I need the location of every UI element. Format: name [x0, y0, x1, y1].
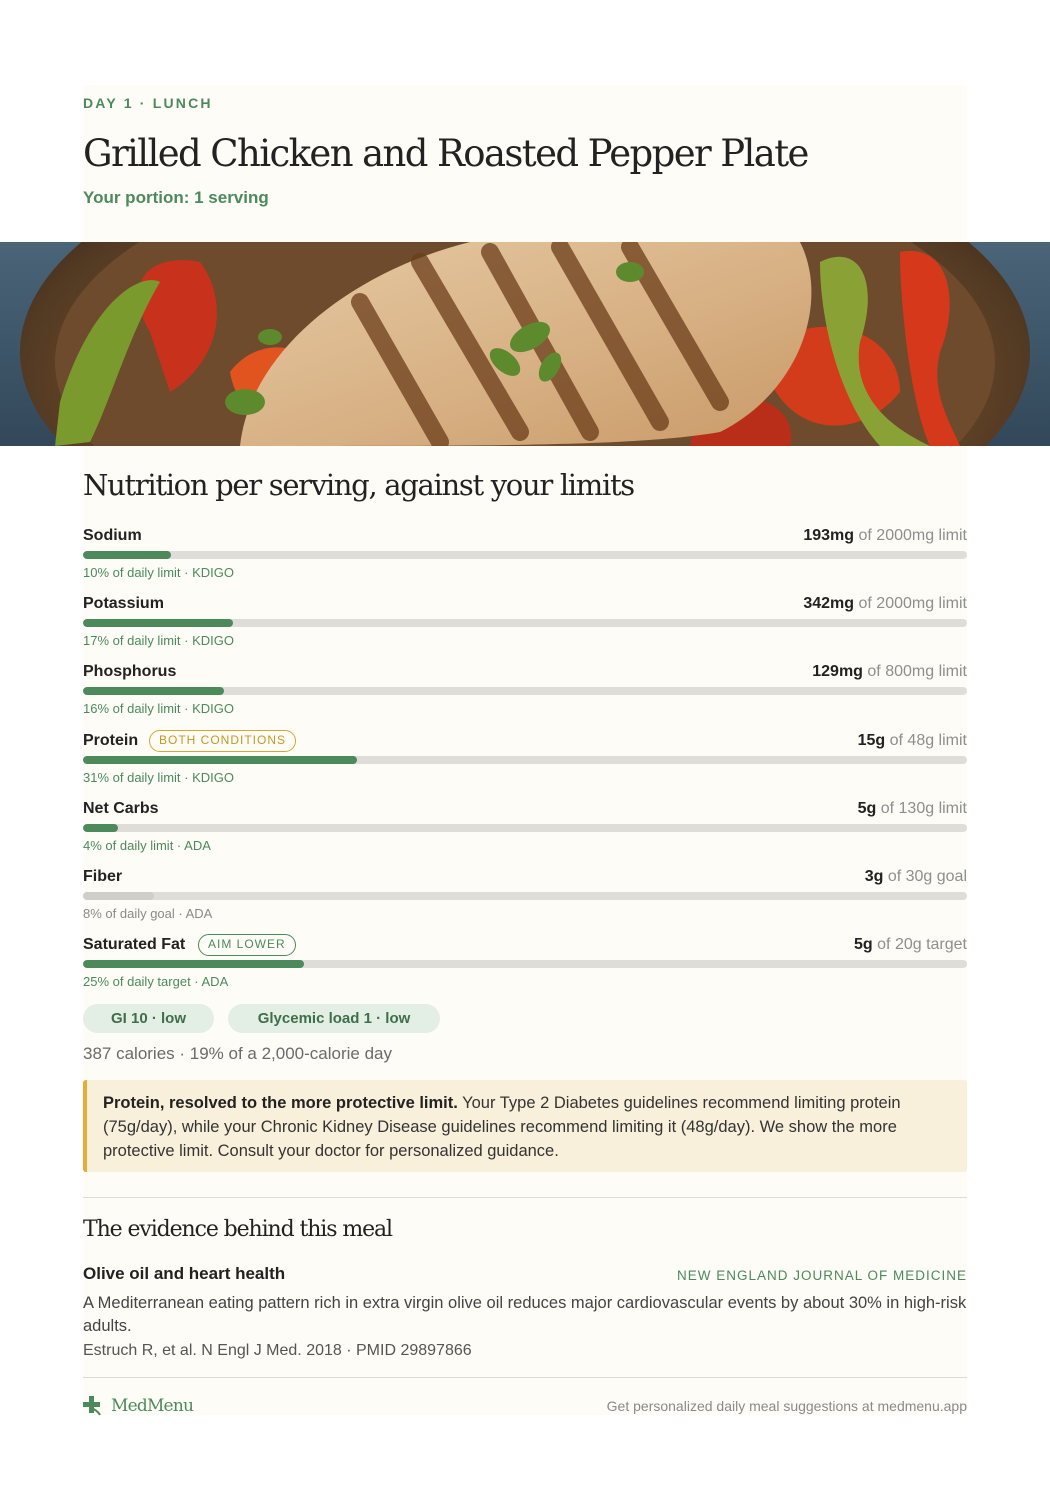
- progress-fill: [83, 892, 154, 900]
- nutrient-row-net-carbs: [83, 800, 967, 862]
- nutrient-header: [83, 800, 967, 822]
- progress-track: [83, 551, 967, 559]
- nutrient-percent-note: 16% of daily limit · KDIGO: [83, 701, 234, 716]
- nutrient-header: [83, 595, 967, 617]
- evidence-citation: Estruch R, et al. N Engl J Med. 2018 · PMID 29897866: [83, 1342, 472, 1359]
- progress-track: [83, 960, 967, 968]
- progress-track: [83, 824, 967, 832]
- nutrient-row-protein: [83, 732, 967, 794]
- glycemic-load-pill: Glycemic load 1 · low: [228, 1004, 440, 1033]
- nutrient-name: Potassium: [83, 595, 164, 612]
- progress-fill: [83, 824, 118, 832]
- nutrient-amount: 342mg: [803, 595, 855, 612]
- nutrient-limit: of 130g limit: [880, 800, 967, 817]
- nutrient-limit: of 30g goal: [887, 868, 967, 885]
- nutrient-limit: of 48g limit: [889, 732, 967, 749]
- nutrient-percent-note: 31% of daily limit · KDIGO: [83, 770, 234, 785]
- gi-pill: GI 10 · low: [83, 1004, 214, 1033]
- nutrient-row-saturated-fat: [83, 936, 967, 998]
- protein-callout: [83, 1080, 967, 1172]
- nutrient-row-potassium: [83, 595, 967, 657]
- callout-text: Your Type 2 Diabetes guidelines recommend limiting protein (75g/day), while your Chronic Kidney Disease guidelines recommend limiting it (48g/day). We show the more protective limit. Consult your doctor for personalized guidance.: [103, 1094, 901, 1160]
- nutrient-value: [858, 800, 967, 818]
- nutrient-name: Fiber: [83, 868, 123, 885]
- nutrient-header: [83, 732, 967, 754]
- nutrient-name: Net Carbs: [83, 800, 159, 817]
- nutrient-row-sodium: [83, 527, 967, 589]
- progress-fill: [83, 687, 224, 695]
- meal-title: Grilled Chicken and Roasted Pepper Plate: [83, 132, 808, 175]
- footer-note[interactable]: Get personalized daily meal suggestions at medmenu.app: [606, 1398, 967, 1414]
- nutrient-amount: 15g: [857, 732, 886, 749]
- brand-name: MedMenu: [111, 1396, 194, 1416]
- divider: [83, 1197, 967, 1198]
- evidence-source: NEW ENGLAND JOURNAL OF MEDICINE: [676, 1268, 967, 1283]
- progress-track: [83, 619, 967, 627]
- nutrient-percent-note: 25% of daily target · ADA: [83, 974, 229, 989]
- nutrient-header: [83, 663, 967, 685]
- evidence-headline: Olive oil and heart health: [83, 1264, 286, 1283]
- nutrient-name: Protein: [83, 732, 139, 749]
- footer-divider: [83, 1377, 967, 1378]
- progress-fill: [83, 756, 357, 764]
- nutrient-value: [858, 732, 967, 750]
- nutrient-value: [803, 595, 967, 613]
- nutrient-header: [83, 527, 967, 549]
- nutrient-value: [854, 936, 967, 954]
- nutrient-amount: 193mg: [803, 527, 855, 544]
- meal-eyebrow: DAY 1 · LUNCH: [83, 95, 213, 111]
- nutrient-amount: 5g: [857, 800, 877, 817]
- nutrient-header: [83, 936, 967, 958]
- nutrient-badge: BOTH CONDITIONS: [149, 730, 296, 752]
- nutrient-badge: AIM LOWER: [198, 934, 296, 956]
- callout-heading: Protein, resolved to the more protective limit.: [103, 1094, 458, 1112]
- evidence-text: A Mediterranean eating pattern rich in extra virgin olive oil reduces major cardiovascular events by about 30% in high-risk adults.: [83, 1294, 967, 1335]
- nutrient-value: [812, 663, 967, 681]
- meal-photo: [0, 242, 1050, 446]
- nutrient-limit: of 2000mg limit: [858, 527, 967, 544]
- nutrient-limit: of 20g target: [877, 936, 967, 953]
- evidence-title: The evidence behind this meal: [83, 1217, 392, 1242]
- progress-track: [83, 892, 967, 900]
- nutrient-percent-note: 4% of daily limit · ADA: [83, 838, 211, 853]
- nutrient-amount: 5g: [854, 936, 873, 953]
- nutrient-name: Sodium: [83, 527, 142, 544]
- nutrient-value: [803, 527, 967, 545]
- nutrient-row-fiber: [83, 868, 967, 930]
- progress-fill: [83, 960, 304, 968]
- nutrient-percent-note: 10% of daily limit · KDIGO: [83, 565, 234, 580]
- nutrient-amount: 3g: [864, 868, 884, 885]
- nutrient-percent-note: 8% of daily goal · ADA: [83, 906, 213, 921]
- nutrient-limit: of 2000mg limit: [858, 595, 967, 612]
- progress-track: [83, 756, 967, 764]
- nutrient-amount: 129mg: [812, 663, 863, 680]
- nutrient-row-phosphorus: [83, 663, 967, 725]
- progress-fill: [83, 619, 233, 627]
- portion-label: Your portion: 1 serving: [83, 188, 269, 207]
- nutrient-percent-note: 17% of daily limit · KDIGO: [83, 633, 234, 648]
- nutrient-value: [865, 868, 967, 886]
- progress-fill: [83, 551, 171, 559]
- calories-summary: 387 calories · 19% of a 2,000-calorie day: [83, 1044, 393, 1063]
- nutrient-name: Saturated Fat: [83, 936, 186, 953]
- nutrition-title: Nutrition per serving, against your limits: [83, 468, 634, 502]
- progress-track: [83, 687, 967, 695]
- medical-cross-icon: [83, 1396, 101, 1416]
- nutrient-limit: of 800mg limit: [867, 663, 967, 680]
- nutrient-name: Phosphorus: [83, 663, 177, 680]
- nutrient-header: [83, 868, 967, 890]
